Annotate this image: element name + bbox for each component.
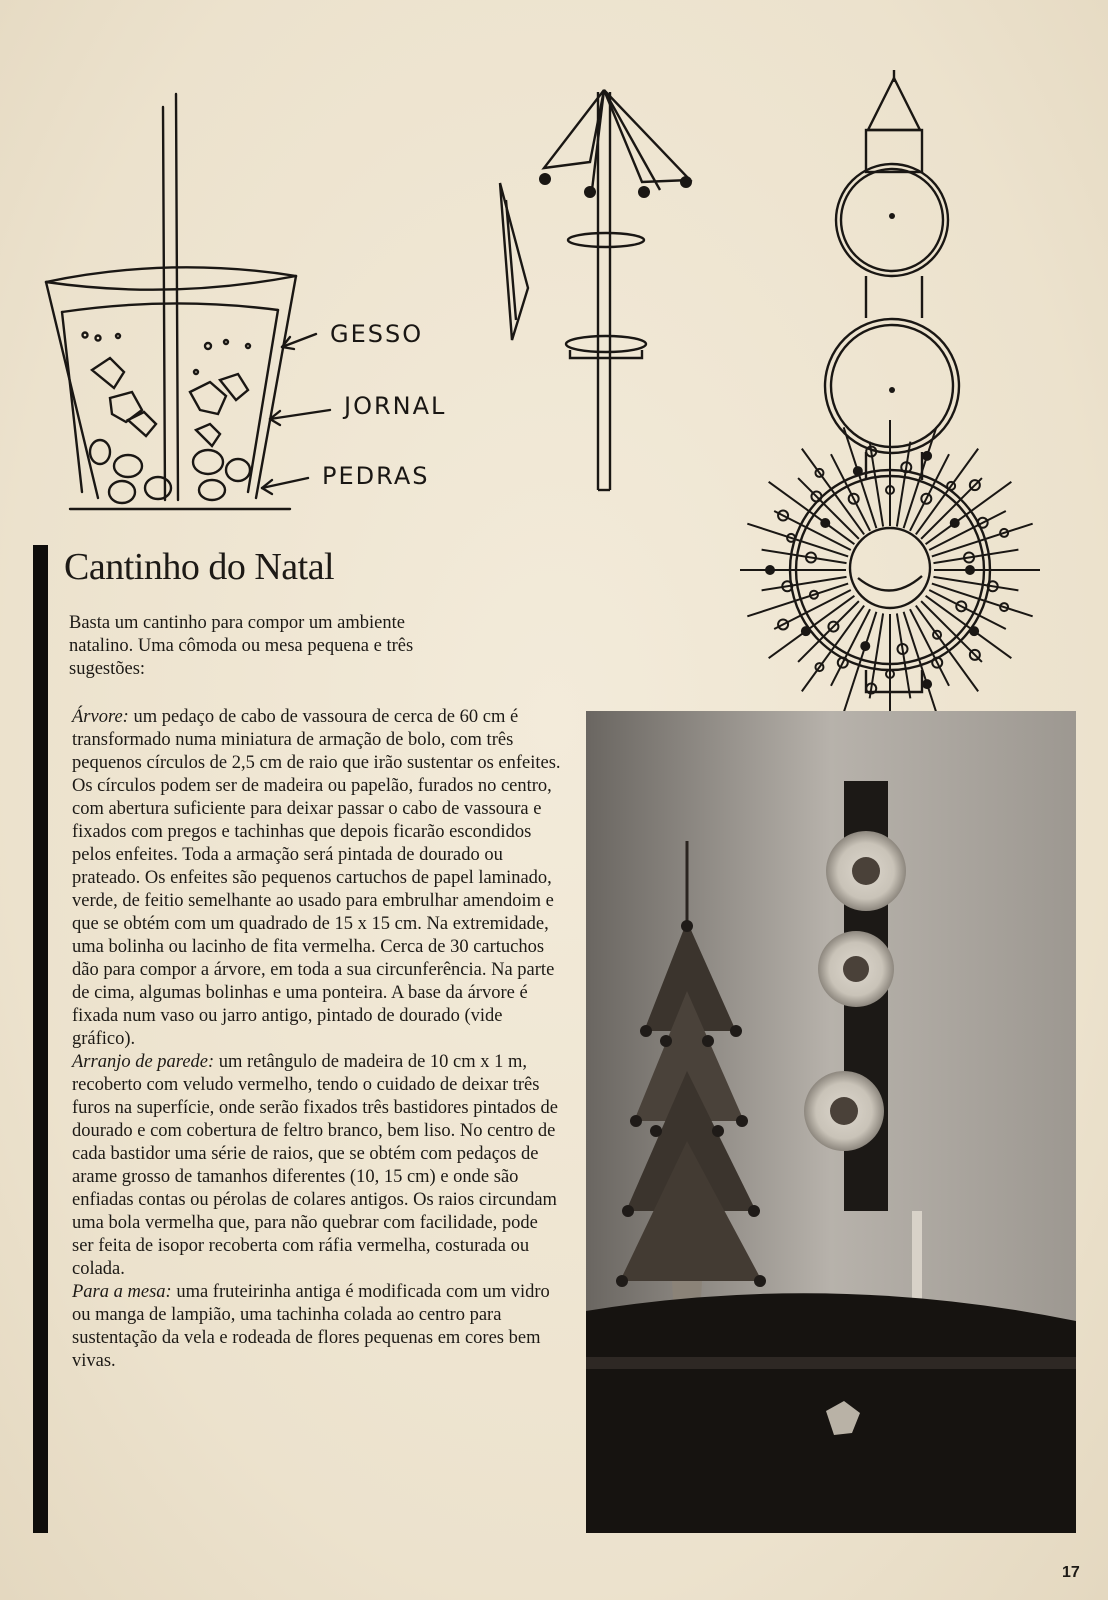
sunburst-bead — [966, 566, 974, 574]
tree-bead — [650, 1125, 662, 1137]
tree-armature-drawing — [544, 90, 690, 490]
tree-bead — [630, 1115, 642, 1127]
article-side-bar — [33, 545, 48, 1533]
text-arranjo: um retângulo de madeira de 10 cm x 1 m, recoberto com veludo vermelho, tendo o cuidado de deixar três furos na superfície, onde serão fixados três bastidores pintados de dourado e com cobertura de feltro branco, bem liso. No centro de cada bastidor uma série de raios, que se obtém com pedaços de arame grosso de tamanhos diferentes (10, 15 cm) e onde são enfiadas contas ou pérolas de colares antigos. Os raios circundam uma bola vermelha que, para não quebrar com facilidade, pode ser feita de isopor recoberta com ráfia vermelha, costurada ou colada. — [72, 1052, 558, 1279]
text-arvore: um pedaço de cabo de vassoura de cerca de 60 cm é transformado numa miniatura de armação de bolo, com três pequenos círculos de 2,5 cm de raio que irão sustentar os enfeites. Os círculos podem ser de madeira ou papelão, furados no centro, com abertura suficiente para deixar passar o cabo de vassoura e fixados com pregos e tachinhas que depois ficarão escondidos pelos enfeites. Toda a armação será pintada de dourado ou prateado. Os enfeites são pequenos cartuchos de papel laminado, verde, de feitio semelhante ao usado para embrulhar amendoim e que se obtém com um quadrado de 15 x 15 cm. Na extremidade, uma bolinha ou lacinho de fita vermelha. Cerca de 30 cartuchos dão para compor a árvore, em toda a sua circunferência. Na parte de cima, algumas bolinhas e uma ponteira. A base da árvore é fixada num vaso ou jarro antigo, pintado de dourado (vide gráfico). — [72, 707, 561, 1049]
tree-bead-marks — [539, 173, 692, 198]
sunburst-bead — [951, 519, 959, 527]
sunburst-bead — [802, 627, 810, 635]
sunburst-bead — [766, 566, 774, 574]
wall-dot-marks — [889, 213, 895, 393]
photo-scene — [586, 711, 1076, 1533]
article-title: Cantinho do Natal — [64, 546, 335, 588]
tree-bead — [748, 1205, 760, 1217]
paragraph-arranjo — [72, 1051, 562, 1281]
paragraph-mesa — [72, 1281, 562, 1373]
sunburst-ray — [921, 478, 982, 539]
tree-bead — [660, 1035, 672, 1047]
tree-bead — [754, 1275, 766, 1287]
text-mesa: uma fruteirinha antiga é modificada com um vidro ou manga de lampião, uma tachinha colada ao centro para sustentação da vela e rodeada de flores pequenas em cores bem vivas. — [72, 1282, 550, 1371]
sunburst-bead — [923, 680, 931, 688]
label-gesso: GESSO — [330, 320, 424, 348]
wall-arrangement-drawing — [790, 70, 990, 692]
tree-bead — [736, 1115, 748, 1127]
lead-arvore: Árvore: — [72, 707, 129, 727]
tree-bead — [622, 1205, 634, 1217]
sunburst-bead — [923, 452, 931, 460]
sunburst-bead — [854, 467, 862, 475]
article-body — [72, 706, 562, 1373]
sunburst-bead — [970, 627, 978, 635]
article-intro: Basta um cantinho para compor um ambiente natalino. Uma cômoda ou mesa pequena e três sugestões: — [69, 613, 414, 679]
tree-bead — [616, 1275, 628, 1287]
sunburst-ray — [798, 478, 859, 539]
page-number: 17 — [1062, 1564, 1080, 1581]
sunburst-bead — [821, 519, 829, 527]
lead-mesa: Para a mesa: — [72, 1282, 172, 1302]
paper-cone-drawing — [500, 183, 528, 340]
christmas-corner-photo — [586, 711, 1076, 1533]
tree-bead — [730, 1025, 742, 1037]
tree-bead — [640, 1025, 652, 1037]
label-pedras: PEDRAS — [322, 462, 430, 490]
paragraph-arvore — [72, 706, 562, 1051]
sunburst-bead — [861, 642, 869, 650]
tree-bead — [681, 920, 693, 932]
tree-bead — [702, 1035, 714, 1047]
lead-arranjo: Arranjo de parede: — [72, 1052, 215, 1072]
tree-bead — [712, 1125, 724, 1137]
vase-drawing — [46, 94, 330, 509]
label-jornal: JORNAL — [344, 392, 447, 420]
sunburst-rays — [740, 420, 1040, 720]
